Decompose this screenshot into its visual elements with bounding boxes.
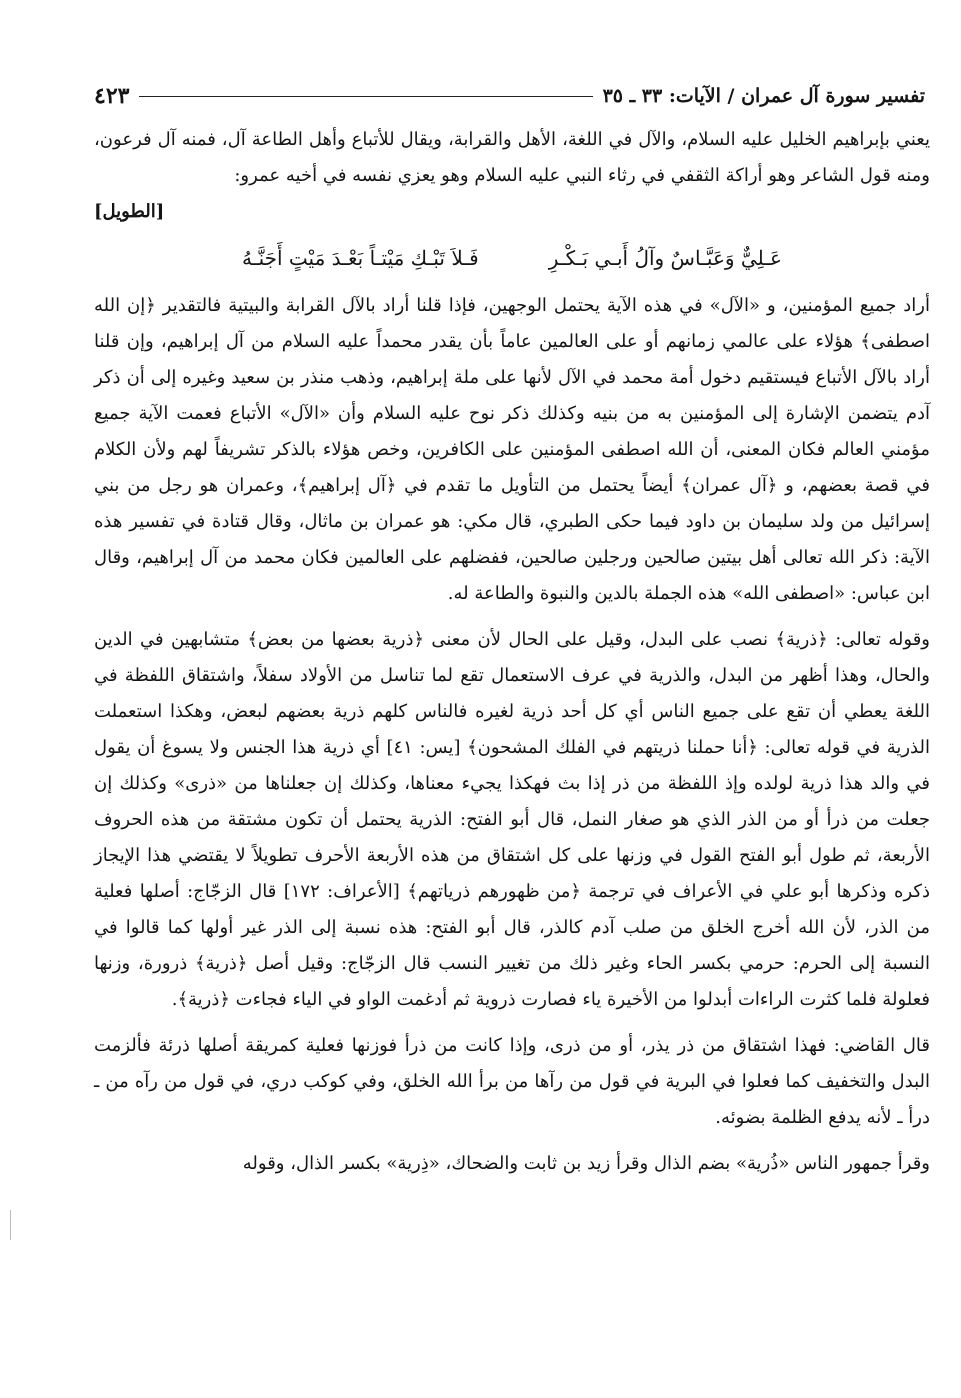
paragraph-4 — [94, 1028, 930, 1136]
poetry-verse — [94, 240, 930, 276]
verse-first-hemistich: فَـلاَ تَبْـكِ مَيْتـاً بَعْـدَ مَيْتٍ أَجَنَّـهُ — [242, 246, 479, 270]
running-header — [94, 82, 925, 110]
page-number: ٤٢٣ — [94, 83, 130, 109]
header-title: تفسير سورة آل عمران / الآيات: ٣٣ ـ ٣٥ — [602, 85, 925, 107]
paragraph-3 — [94, 622, 930, 1018]
paragraph-1 — [94, 122, 930, 230]
paragraph-5 — [94, 1146, 930, 1182]
scan-edge-mark — [10, 1210, 11, 1240]
verse-second-hemistich: عَـلِيٌّ وَعَبَّـاسٌ وآلُ أَبـي بَـكْـرِ — [548, 246, 782, 270]
paragraph-4-text: قال القاضي: فهذا اشتقاق من ذر يذر، أو من ذرى، وإذا كانت من ذرأ فوزنها فعلية كمريقة أصلها ذرئة فألزمت البدل والتخفيف كما فعلوا في البرية في قول من رآها من برأ الله الخلق، وفي كوكب دري، في قول من رآه من ـ درأ ـ لأنه يدفع الظلمة بضوئه. — [94, 1035, 930, 1128]
paragraph-1-text: يعني بإبراهيم الخليل عليه السلام، والآل في اللغة، الأهل والقرابة، ويقال للأتباع وأهل الطاعة آل، فمنه آل فرعون، ومنه قول الشاعر وهو أراكة الثقفي في رثاء النبي عليه السلام وهو يعزي نفسه في أخيه عمرو: — [94, 129, 930, 186]
paragraph-5-text: وقرأ جمهور الناس «ذُرية» بضم الذال وقرأ زيد بن ثابت والضحاك، «ذِرية» بكسر الذال، وقوله — [242, 1153, 930, 1174]
paragraph-2 — [94, 288, 930, 612]
paragraph-3-text: وقوله تعالى: ﴿ذرية﴾ نصب على البدل، وقيل على الحال لأن معنى ﴿ذرية بعضها من بعض﴾ متشابهين في الدين والحال، وهذا أظهر من البدل، والذرية في عرف الاستعمال تقع لما تناسل من الأولاد سفلاً، واشتقاق اللفظة في اللغة يعطي أن تقع على جميع الناس أي كل أحد ذرية لغيره فالناس كلهم ذرية بعضهم لبعض، وهكذا استعملت الذرية في قوله تعالى: ﴿أنا حملنا ذريتهم في الفلك المشحون﴾ [يس: ٤١] أي ذرية هذا الجنس ولا يسوغ أن يقول في والد هذا ذرية لولده وإذ اللفظة من ذر إذا بث فهكذا يجيء معناها، وكذلك إن جعلناها من «ذرى» وكذلك إن جعلت من ذرأ أو من الذر الذي هو صغار النمل، قال أبو الفتح: الذرية يحتمل أن تكون مشتقة من هذه الحروف الأربعة، ثم طول أبو الفتح القول في وزنها على كل اشتقاق من هذه الأربعة الأحرف تطويلاً لا يقتضي هذا الإيجاز ذكره وذكرها أبو علي في الأعراف في ترجمة ﴿من ظهورهم ذرياتهم﴾ [الأعراف: ١٧٢] قال الزجّاج: أصلها فعلية من الذر، لأن الله أخرج الخلق من صلب آدم كالذر، قال أبو الفتح: هذه نسبة إلى الذر غير أولها كما قالوا في النسبة إلى الحرم: حرمي بكسر الحاء وغير ذلك من تغيير النسب قال الزجّاج: وقيل أصل ﴿ذرية﴾ ذرورة، وزنها فعلولة فلما كثرت الراءات أبدلوا من الأخيرة ياء فصارت ذروية ثم أدغمت الواو في الياء فجاءت ﴿ذرية﴾. — [94, 629, 931, 1010]
poetic-meter-label: [الطويل] — [94, 201, 165, 222]
header-rule — [139, 96, 592, 97]
paragraph-2-text: أراد جميع المؤمنين، و «الآل» في هذه الآية يحتمل الوجهين، فإذا قلنا أراد بالآل القرابة والبيتية فالتقدير ﴿إن الله اصطفى﴾ هؤلاء على عالمي زمانهم أو على العالمين عاماً بأن يقدر محمداً عليه السلام من آل إبراهيم، وإن قلنا أراد بالآل الأتباع فيستقيم دخول أمة محمد في الآل لأنها على ملة إبراهيم، وذهب منذر بن سعيد وغيره إلى أن ذكر آدم يتضمن الإشارة إلى المؤمنين به من بنيه وكذلك ذكر نوح عليه السلام وأن «الآل» الأتباع فعمت الآية جميع مؤمني العالم فكان المعنى، أن الله اصطفى المؤمنين على الكافرين، وخص هؤلاء بالذكر تشريفاً لهم ولأن الكلام في قصة بعضهم، و ﴿آل عمران﴾ أيضاً يحتمل من التأويل ما تقدم في ﴿آل إبراهيم﴾، وعمران هو رجل من بني إسرائيل من ولد سليمان بن داود فيما حكى الطبري، قال مكي: هو عمران بن ماثال، وقال قتادة في تفسير هذه الآية: ذكر الله تعالى أهل بيتين صالحين ورجلين صالحين، ففضلهم على العالمين فكان محمد من آل إبراهيم، وقال ابن عباس: «اصطفى الله» هذه الجملة بالدين والنبوة والطاعة له. — [94, 295, 930, 604]
page-body — [94, 122, 930, 1192]
